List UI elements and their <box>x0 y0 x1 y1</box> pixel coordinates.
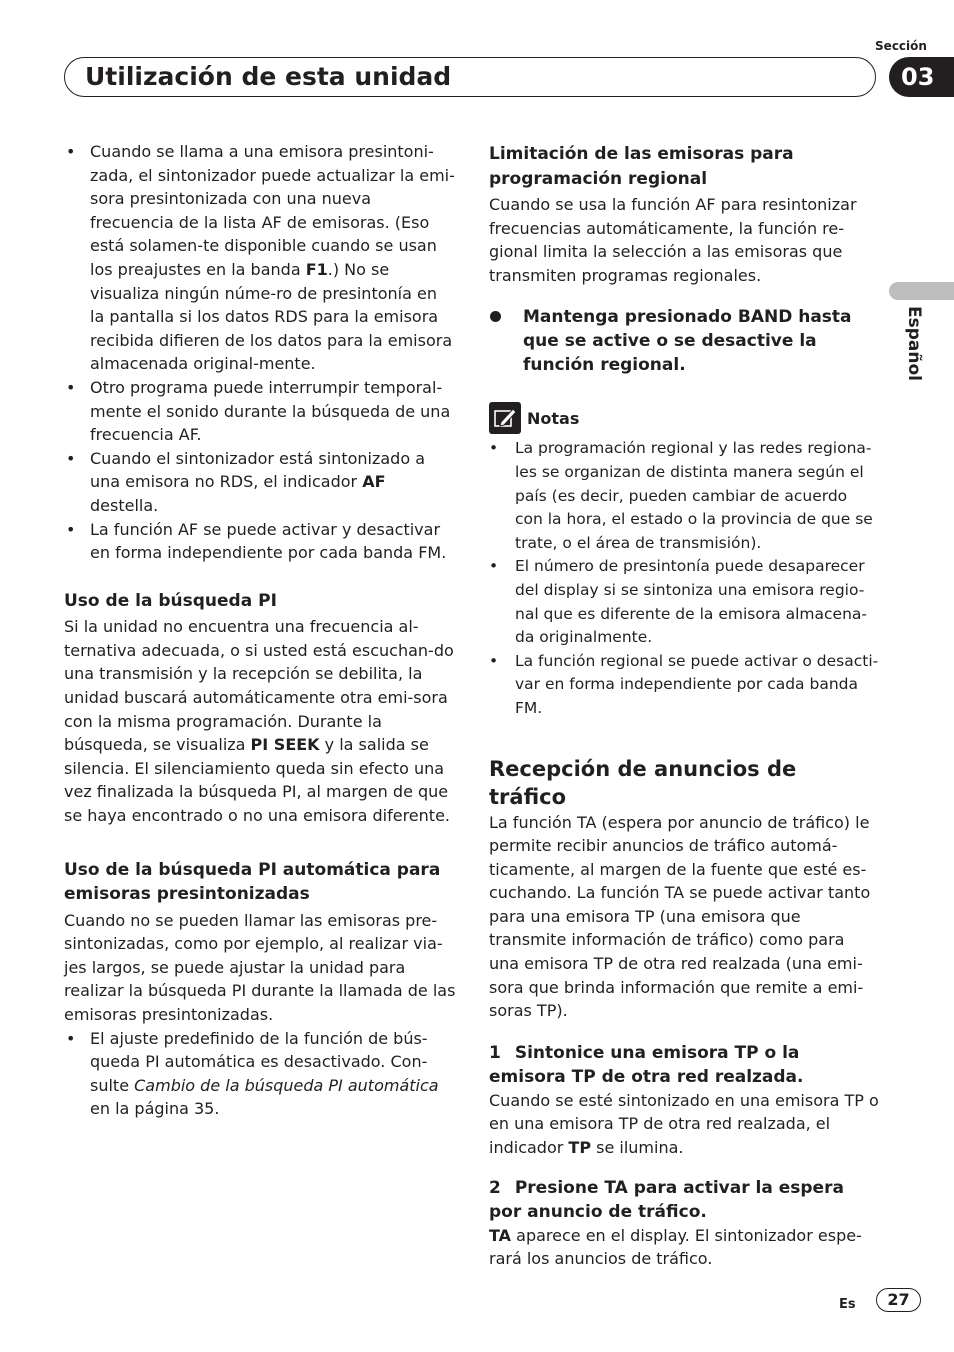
list-item: • Cuando el sintonizador está sintonizado a una emisora no RDS, el indicador AF destella. <box>66 448 425 515</box>
pencil-note-icon <box>489 402 521 434</box>
list-item: • El número de presintonía puede desaparecer del display si se sintoniza una emisora regio-nal que es diferente de la emisora almacena-da originalmente. <box>489 557 867 647</box>
auto-pi-body: Cuando no se pueden llamar las emisoras pre-sintonizadas, como por ejemplo, al realizar via-jes largos, se puede ajustar la unidad para realizar la búsqueda PI durante la llamada de las emisoras presintonizadas. <box>64 910 456 1024</box>
header-bar <box>64 57 876 97</box>
step-number: 1 <box>489 1042 501 1063</box>
notes-list <box>489 437 879 720</box>
pi-search-body: Si la unidad no encuentra una frecuencia al-ternativa adecuada, o si usted está escuchan-do una transmisión y la recepción se debilita, la unidad buscará automáticamente otra emi-sora con la misma programación. Durante la búsqueda, se visualiza PI SEEK y la salida se silencia. El silenciamiento queda sin efecto una vez finalizada la búsqueda PI, al margen de que se haya encontrado o no una emisora diferente. <box>64 617 454 825</box>
bullet-icon: • <box>489 439 499 458</box>
bullet-icon: • <box>66 519 76 539</box>
page-number: 27 <box>876 1288 921 1312</box>
list-item: • La programación regional y las redes regiona-les se organizan de distinta manera según el país (es decir, pueden cambiar de acuerdo con la hora, el estado o la provincia de que se trate, o el área de transmisión). <box>489 439 873 552</box>
traffic-body: La función TA (espera por anuncio de tráfico) le permite recibir anuncios de tráfico automá-ticamente, al margen de la fuente que esté es-cuchando. La función TA se puede activar tanto para una emisora TP (una emisora que transmite información de tráfico) como para una emisora TP de otra red realzada (una emi-sora que brinda información que remite a emi-soras TP). <box>489 812 871 1021</box>
regional-heading: Limitación de las emisoras para programación regional <box>489 144 794 189</box>
section-label: Sección <box>875 39 927 53</box>
pi-search-heading: Uso de la búsqueda PI <box>64 590 277 611</box>
regional-body: Cuando se usa la función AF para resintonizar frecuencias automáticamente, la función re-gional limita la selección a las emisoras que transmiten programas regionales. <box>489 195 857 285</box>
auto-pi-bullet-list <box>64 1027 456 1121</box>
cross-reference-link: Cambio de la búsqueda PI automática <box>134 1075 439 1095</box>
language-tab-bar <box>889 282 954 300</box>
language-label: Español <box>904 306 924 381</box>
step-1-heading: 1 Sintonice una emisora TP o la emisora TP de otra red realzada. <box>489 1042 804 1087</box>
bullet-icon: • <box>489 651 499 670</box>
notes-label: Notas <box>527 408 580 428</box>
traffic-heading: Recepción de anuncios de tráfico <box>489 756 797 809</box>
left-column <box>64 140 456 1121</box>
bullet-icon: • <box>66 377 76 397</box>
list-item: • La función AF se puede activar y desactivar en forma independiente por cada banda FM. <box>66 519 447 563</box>
notes-header <box>489 401 879 435</box>
auto-pi-heading: Uso de la búsqueda PI automática para emisoras presintonizadas <box>64 859 441 905</box>
action-bullet-icon <box>490 311 501 322</box>
list-item: • La función regional se puede activar o desacti-var en forma independiente por cada banda FM. <box>489 651 879 717</box>
bullet-icon: • <box>489 557 499 576</box>
language-tab <box>898 306 928 396</box>
right-column <box>489 140 879 1271</box>
af-bullet-list <box>64 140 456 565</box>
bullet-icon: • <box>66 448 76 468</box>
bullet-icon: • <box>66 142 76 161</box>
step-number: 2 <box>489 1177 501 1198</box>
bullet-icon: • <box>66 1028 76 1048</box>
footer-language-code: Es <box>839 1297 856 1312</box>
list-item: • El ajuste predefinido de la función de bús-queda PI automática es desactivado. Con-sulte Cambio de la búsqueda PI automática en la página 35. <box>66 1028 439 1119</box>
page-title: Utilización de esta unidad <box>85 62 452 91</box>
list-item: • Otro programa puede interrumpir temporal-mente el sonido durante la búsqueda de una frecuencia AF. <box>66 377 451 445</box>
regional-action: Mantenga presionado BAND hasta que se active o se desactive la función regional. <box>489 305 879 377</box>
step-1-body: Cuando se esté sintonizado en una emisora TP o en una emisora TP de otra red realzada, el indicador TP se ilumina. <box>489 1090 879 1158</box>
list-item: • Cuando se llama a una emisora presintoni-zada, el sintonizador puede actualizar la emi-sora presintonizada con una nueva frecuencia de la lista AF de emisoras. (Eso está solamen-te disponible cuando se usan los preajustes en la banda F1.) No se visualiza ningún núme-ro de presintonía en la pantalla si los datos RDS para la emisora recibida difieren de los datos para la emisora almacenada original-mente. <box>66 142 455 374</box>
step-2-heading: 2 Presione TA para activar la espera por anuncio de tráfico. <box>489 1177 844 1222</box>
step-2-body: TA aparece en el display. El sintonizador espe-rará los anuncios de tráfico. <box>489 1225 862 1269</box>
section-number-badge: 03 <box>889 57 954 97</box>
